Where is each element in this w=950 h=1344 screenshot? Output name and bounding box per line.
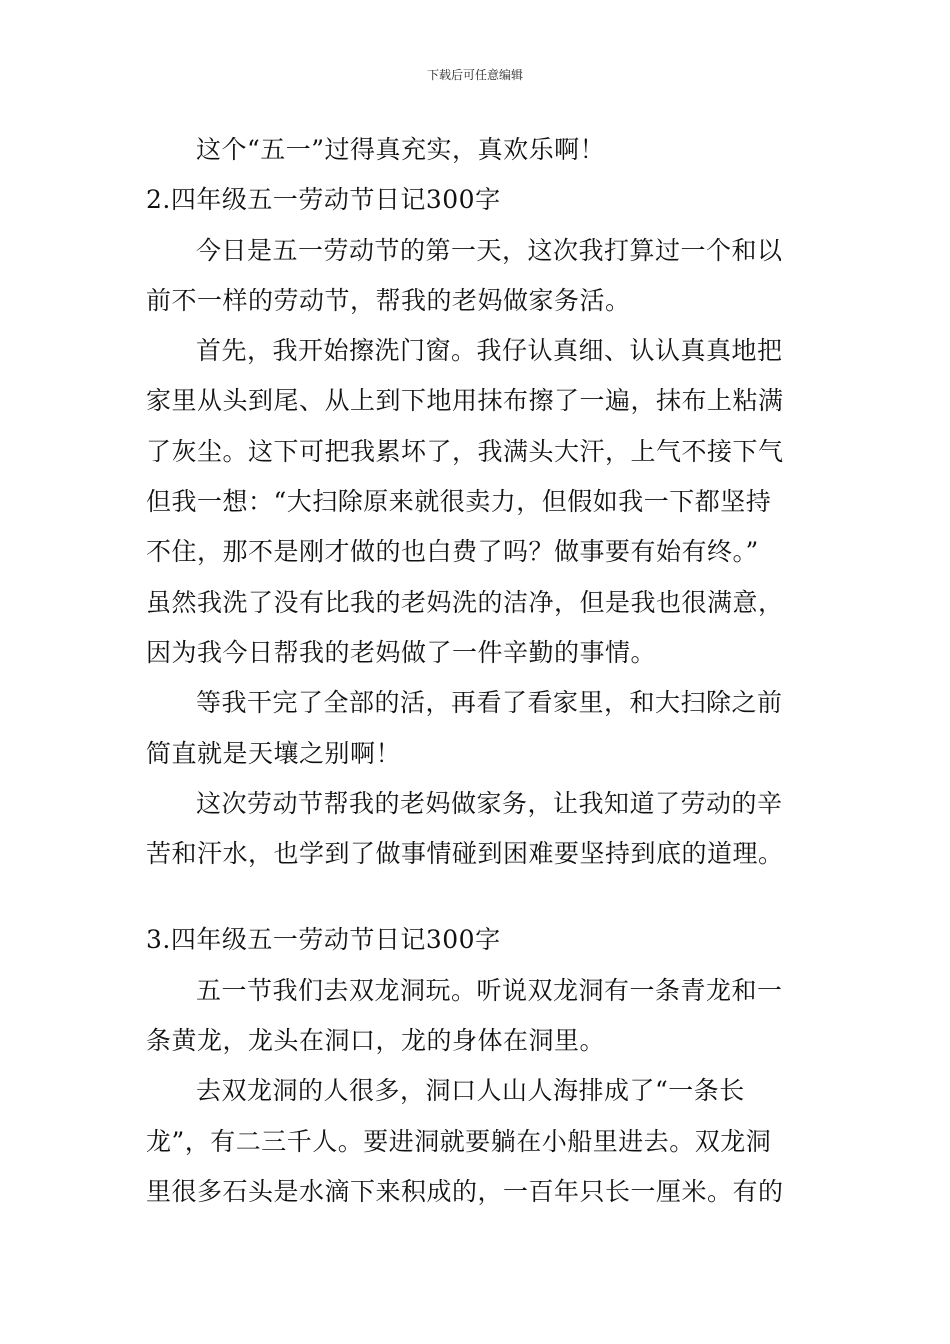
text-line: 不住，那不是刚才做的也白费了吗？做事要有始有终。” (146, 537, 759, 567)
text-line: 前不一样的劳动节，帮我的老妈做家务活。 (146, 285, 631, 315)
text-line: 虽然我洗了没有比我的老妈洗的洁净，但是我也很满意， (146, 587, 784, 617)
document-body (146, 128, 808, 1220)
text-line: 里很多石头是水滴下来积成的，一百年只长一厘米。有的 (146, 1176, 784, 1206)
text-line: 但我一想：“大扫除原来就很卖力，但假如我一下都坚持 (146, 487, 772, 517)
text-line: 去双龙洞的人很多，洞口人山人海排成了“一条长 (196, 1076, 745, 1106)
text-line: 今日是五一劳动节的第一天，这次我打算过一个和以 (196, 235, 783, 265)
text-line: 了灰尘。这下可把我累坏了，我满头大汗，上气不接下气 (146, 436, 784, 466)
text-line: 条黄龙，龙头在洞口，龙的身体在洞里。 (146, 1026, 606, 1056)
text-line: 等我干完了全部的活，再看了看家里，和大扫除之前 (196, 688, 783, 718)
text-line: 简直就是天壤之别啊！ (146, 738, 402, 768)
text-line: 因为我今日帮我的老妈做了一件辛勤的事情。 (146, 637, 657, 667)
text-line: 龙”，有二三千人。要进洞就要躺在小船里进去。双龙洞 (146, 1126, 772, 1156)
page-header: 下载后可任意编辑 (426, 68, 523, 82)
text-line: 苦和汗水，也学到了做事情碰到困难要坚持到底的道理。 (146, 839, 784, 869)
section-heading: 3.四年级五一劳动节日记300字 (146, 925, 501, 955)
text-line: 这个“五一”过得真充实，真欢乐啊！ (196, 135, 606, 164)
text-line: 首先，我开始擦洗门窗。我仔认真细、认认真真地把 (196, 336, 783, 366)
text-line: 这次劳动节帮我的老妈做家务，让我知道了劳动的辛 (196, 788, 783, 818)
paragraph-gap (146, 882, 808, 918)
text-line: 家里从头到尾、从上到下地用抹布擦了一遍，抹布上粘满 (146, 386, 784, 416)
section-heading: 2.四年级五一劳动节日记300字 (146, 185, 501, 215)
text-line: 五一节我们去双龙洞玩。听说双龙洞有一条青龙和一 (196, 975, 783, 1005)
